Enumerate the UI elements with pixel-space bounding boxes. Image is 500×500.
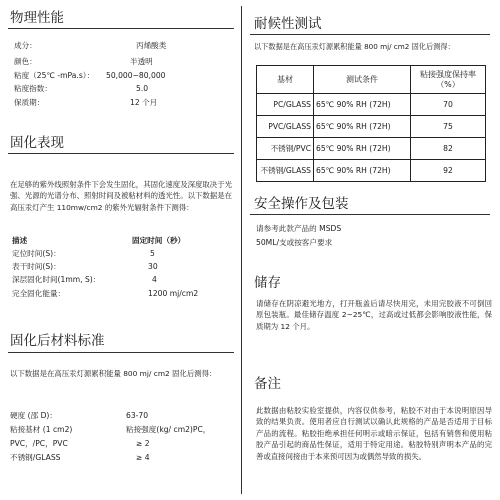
physical-key: 粘度（25℃ -mPa.s）： xyxy=(14,71,95,80)
weather-intro: 以下数据是在高压汞灯源累积能量 800 mj/ cm2 固化后测得： xyxy=(254,42,455,51)
table-header: 测试条件 xyxy=(314,66,411,94)
storage-title: 储存 xyxy=(254,275,281,291)
post-cure-paragraph: 以下数据是在高压汞灯源累积能量 800 mj/ cm2 固化后测得： xyxy=(10,369,217,378)
table-row xyxy=(257,94,486,116)
substrate-key: 不锈钢/GLASS xyxy=(10,453,61,462)
physical-value: 5.0 xyxy=(136,84,149,93)
weather-rule xyxy=(250,34,490,35)
weather-table xyxy=(256,65,486,182)
storage-paragraph: 请储存在阴凉避光地方，打开瓶盖后请尽快用完，未用完胶液不可倒回原包装瓶。最佳储存温度 2~25℃，过高或过低都会影响胶液性能，保质期为 12 个月。 xyxy=(256,299,492,331)
safety-title: 安全操作及包装 xyxy=(254,196,349,212)
table-cell: 65℃ 90% RH (72H) xyxy=(314,116,411,138)
cure-rule xyxy=(8,153,234,154)
cure-key: 表干时间(S)： xyxy=(12,262,61,271)
cure-paragraph: 在足够的紫外线照射条件下会发生固化，其固化速度及深度取决于光强、光源的光谱分布、照射时间及被粘材料的透光性。以下数据是在高压汞灯产生 110mw/cm2 的紫外光辐射条件下测得： xyxy=(10,180,232,212)
cure-title: 固化表现 xyxy=(10,135,64,151)
cure-key: 定位时间(S)： xyxy=(12,249,61,258)
physical-key: 粘度指数： xyxy=(14,84,52,93)
cure-header-item: 描述 xyxy=(12,236,28,245)
table-header: 粘接强度保持率（%） xyxy=(411,66,486,94)
weather-title: 耐候性测试 xyxy=(254,16,322,32)
table-row xyxy=(257,138,486,160)
post-cure-rule xyxy=(8,352,234,353)
physical-value: 50,000~80,000 xyxy=(106,71,166,80)
cure-key: 完全固化能量： xyxy=(12,289,66,298)
notes-title: 备注 xyxy=(254,376,281,392)
cure-value: 5 xyxy=(150,249,155,258)
table-cell: 65℃ 90% RH (72H) xyxy=(314,138,411,160)
physical-rule xyxy=(8,28,234,29)
table-row xyxy=(257,116,486,138)
safety-rule xyxy=(250,214,490,215)
table-cell: 70 xyxy=(411,94,486,116)
adhesion-value: 粘接强度(kg/ cm2)PC， xyxy=(126,425,211,434)
physical-value: 丙烯酸类 xyxy=(136,41,167,50)
table-cell: 65℃ 90% RH (72H) xyxy=(314,160,411,182)
notes-paragraph: 此数据由粘胶实验室提供，内容仅供参考，粘胶不对由于本说明原因导致的结果负责。使用者应自行测试以确认此规格的产品是否适用于目标产品的流程。粘胶拒绝承担任何明示或暗示保证，包括有销售和使用粘胶产品引起的商品性保证，适用于特定用途。粘胶特别声明本产品的完善或直接间接由于本来预可因为或偶然导致的损失。 xyxy=(256,406,492,461)
table-cell: 82 xyxy=(411,138,486,160)
table-cell: 65℃ 90% RH (72H) xyxy=(314,94,411,116)
adhesion-label: 粘接基材 (1 cm2) xyxy=(10,425,73,434)
safety-line: 50ML/支或按客户要求 xyxy=(256,238,333,247)
cure-key: 深层固化时间(1mm, S)： xyxy=(12,275,101,284)
cure-value: 4 xyxy=(152,275,157,284)
column-divider xyxy=(241,6,242,494)
table-header-row xyxy=(257,66,486,94)
table-row xyxy=(257,160,486,182)
hardness-value: 63-70 xyxy=(126,411,149,420)
substrate-value: ≥ 4 xyxy=(136,453,150,462)
physical-title: 物理性能 xyxy=(10,10,64,26)
cure-value: 1200 mj/cm2 xyxy=(148,289,199,298)
table-cell: 不锈钢/GLASS xyxy=(257,160,314,182)
safety-line: 请参考此款产品的 MSDS xyxy=(256,224,342,233)
table-cell: 75 xyxy=(411,116,486,138)
table-cell: 92 xyxy=(411,160,486,182)
physical-key: 保质期： xyxy=(14,98,45,107)
table-cell: PC/GLASS xyxy=(257,94,314,116)
substrate-key: PVC，/PC，PVC xyxy=(10,439,68,448)
physical-value: 半透明 xyxy=(130,57,153,66)
table-cell: PVC/GLASS xyxy=(257,116,314,138)
cure-value: 30 xyxy=(148,262,158,271)
post-cure-title: 固化后材料标准 xyxy=(10,333,105,349)
table-header: 基材 xyxy=(257,66,314,94)
table-cell: 不锈钢/PVC xyxy=(257,138,314,160)
cure-header-value: 固定时间（秒） xyxy=(132,236,186,245)
substrate-value: ≥ 2 xyxy=(136,439,150,448)
physical-key: 成分： xyxy=(14,41,37,50)
physical-key: 颜色： xyxy=(14,57,37,66)
hardness-label: 硬度 (邵 D)： xyxy=(10,411,57,420)
physical-value: 12 个月 xyxy=(130,98,158,107)
